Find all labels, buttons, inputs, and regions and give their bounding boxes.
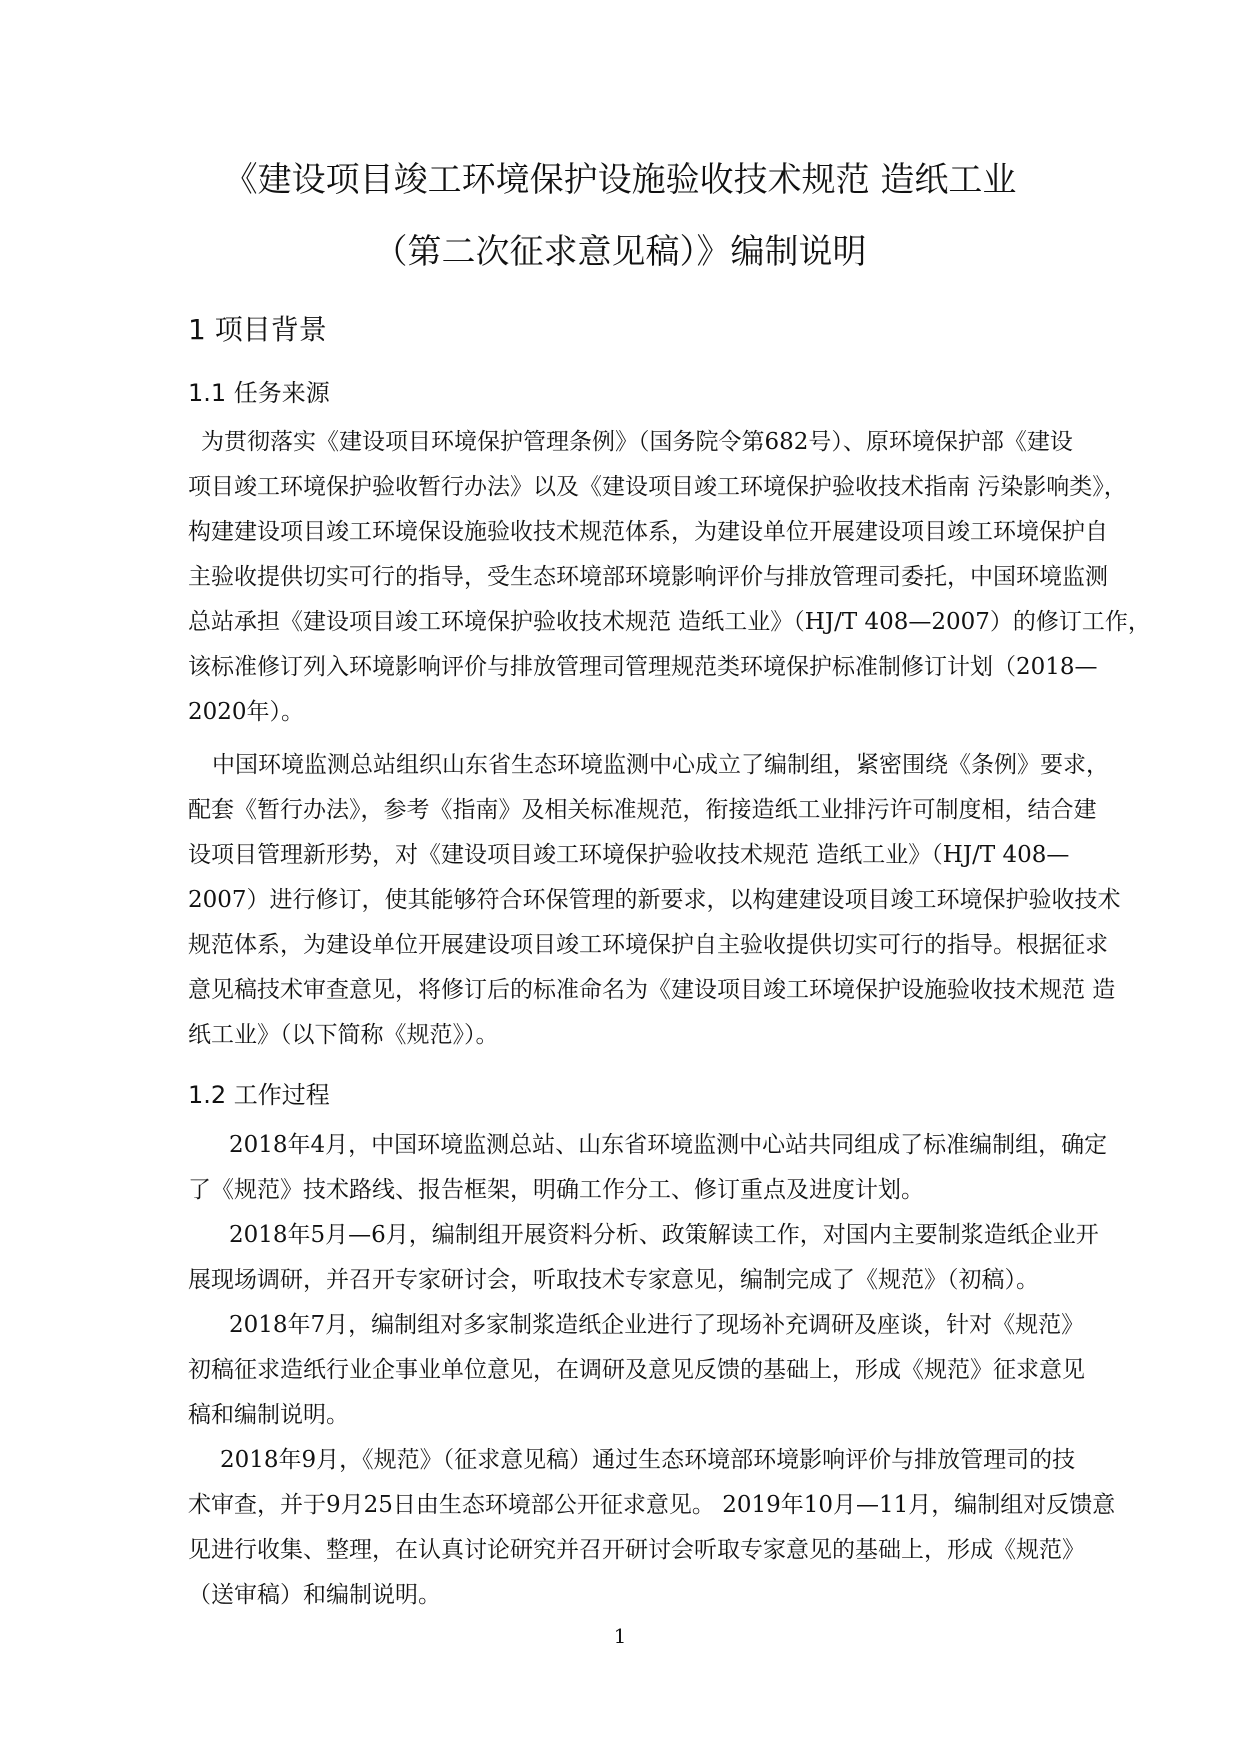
paragraph-1-2-a [188,1123,1116,1618]
text-line: 意见稿技术审查意见，将修订后的标准命名为《建设项目竣工环境保护设施验收技术规范 造 [188,977,1116,1003]
text-line: 设项目管理新形势，对《建设项目竣工环境保护验收技术规范 造纸工业》（HJ/T 408— [188,842,1070,868]
text-line: 见进行收集、整理，在认真讨论研究并召开研讨会听取专家意见的基础上，形成《规范》 [188,1537,1085,1563]
paragraph-1-1-b [188,743,1121,1058]
text-line: 展现场调研，并召开专家研讨会，听取技术专家意见，编制完成了《规范》（初稿）。 [188,1267,1039,1293]
text-line: 2018年7月，编制组对多家制浆造纸企业进行了现场补充调研及座谈，针对《规范》 [229,1312,1085,1338]
subsection-heading-1-1: 1.1 任务来源 [188,379,330,407]
text-line: （送审稿）和编制说明。 [188,1582,441,1608]
paragraph-1-1-a [188,420,1151,735]
subsection-heading-1-2: 1.2 工作过程 [188,1081,330,1109]
text-line: 了《规范》技术路线、报告框架，明确工作分工、修订重点及进度计划。 [188,1177,924,1203]
text-line: 2018年5月—6月，编制组开展资料分析、政策解读工作，对国内主要制浆造纸企业开 [229,1222,1099,1248]
text-line: 构建建设项目竣工环境保设施验收技术规范体系，为建设单位开展建设项目竣工环境保护自 [188,519,1108,545]
text-line: 为贯彻落实《建设项目环境保护管理条例》（国务院令第682号）、原环境保护部《建设 [201,429,1073,455]
text-line: 稿和编制说明。 [188,1402,349,1428]
text-line: 总站承担《建设项目竣工环境保护验收技术规范 造纸工业》（HJ/T 408—2007）的修订工作， [188,609,1151,635]
page-number: 1 [613,1624,627,1648]
text-line: 初稿征求造纸行业企事业单位意见，在调研及意见反馈的基础上，形成《规范》征求意见 [188,1357,1085,1383]
text-line: 术审查，并于9月25日由生态环境部公开征求意见。 2019年10月—11月，编制组对反馈意 [188,1492,1116,1518]
text-line: 纸工业》（以下简称《规范》）。 [188,1022,499,1048]
text-line: 配套《暂行办法》，参考《指南》及相关标准规范，衔接造纸工业排污许可制度相，结合建 [188,797,1097,823]
text-line: 主验收提供切实可行的指导，受生态环境部环境影响评价与排放管理司委托，中国环境监测 [188,564,1108,590]
text-line: 该标准修订列入环境影响评价与排放管理司管理规范类环境保护标准制修订计划（2018— [188,654,1098,680]
text-line: 2018年4月，中国环境监测总站、山东省环境监测中心站共同组成了标准编制组，确定 [229,1132,1108,1158]
section-heading-1: 1 项目背景 [188,313,327,346]
text-line: 中国环境监测总站组织山东省生态环境监测中心成立了编制组，紧密围绕《条例》要求， [212,752,1109,778]
text-line: 2020年）。 [188,699,305,725]
document-title-line-1: 《建设项目竣工环境保护设施验收技术规范 造纸工业 [223,160,1017,200]
text-line: 2018年9月，《规范》（征求意见稿）通过生态环境部环境影响评价与排放管理司的技 [220,1447,1076,1473]
text-line: 2007）进行修订，使其能够符合环保管理的新要求，以构建建设项目竣工环境保护验收技术 [188,887,1121,913]
document-title-line-2: （第二次征求意见稿）》编制说明 [373,232,867,272]
text-line: 项目竣工环境保护验收暂行办法》以及《建设项目竣工环境保护验收技术指南 污染影响类》， [188,474,1127,500]
text-line: 规范体系，为建设单位开展建设项目竣工环境保护自主验收提供切实可行的指导。根据征求 [188,932,1108,958]
